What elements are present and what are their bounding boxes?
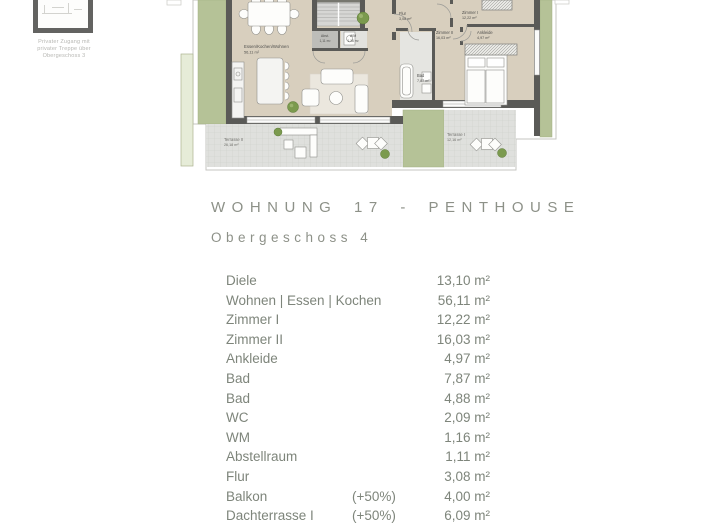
planting-strip bbox=[181, 54, 193, 166]
room-label-zimmer1: Zimmer I bbox=[462, 10, 479, 15]
table-row bbox=[226, 389, 490, 409]
room-area: 16,03 m² bbox=[436, 331, 490, 347]
inset-caption-line: privater Treppe über bbox=[37, 46, 91, 52]
room-note bbox=[352, 467, 434, 487]
inset-caption-line: Obergeschoss 3 bbox=[42, 53, 86, 59]
room-label-flur: Flur bbox=[399, 11, 407, 16]
room-note bbox=[352, 271, 434, 291]
room-note bbox=[352, 428, 434, 448]
floor-plan bbox=[160, 0, 570, 180]
room-note bbox=[352, 349, 434, 369]
room-area: 4,88 m² bbox=[444, 390, 490, 406]
room-name: Balkon bbox=[226, 488, 268, 504]
room-area: 4,00 m² bbox=[444, 488, 490, 504]
room-note bbox=[352, 310, 434, 330]
room-name: WM bbox=[226, 429, 250, 445]
room-name: Zimmer I bbox=[226, 312, 280, 328]
inset-access-plan bbox=[33, 0, 93, 33]
room-area: 56,11 m² bbox=[437, 292, 490, 308]
room-name: Zimmer II bbox=[226, 331, 283, 347]
dimension-box bbox=[555, 0, 569, 4]
room-note bbox=[352, 291, 434, 311]
room-area-zimmer2: 16,03 m² bbox=[436, 36, 451, 40]
inset-caption-line: Privater Zugang mit bbox=[38, 39, 90, 45]
room-area-bad: 7,87 m² bbox=[417, 79, 430, 83]
room-area: 3,08 m² bbox=[444, 468, 490, 484]
page-subtitle: Obergeschoss 4 bbox=[211, 230, 373, 245]
table-row bbox=[226, 369, 490, 389]
table-row bbox=[226, 271, 490, 291]
room-area: 7,87 m² bbox=[444, 370, 490, 386]
room-area-zimmer1: 12,22 m² bbox=[462, 16, 477, 20]
room-label-abst: Abst. bbox=[320, 34, 330, 38]
room-label-ankleide: Ankleide bbox=[477, 30, 493, 35]
room-note bbox=[352, 369, 434, 389]
room-area-living: 56,11 m² bbox=[244, 49, 260, 55]
room-area: 6,09 m² bbox=[444, 508, 490, 524]
table-row bbox=[226, 506, 490, 526]
room-note bbox=[352, 389, 434, 409]
room-name: Abstellraum bbox=[226, 449, 298, 465]
room-area: 4,97 m² bbox=[444, 351, 490, 367]
room-note bbox=[352, 447, 434, 467]
room-name: Diele bbox=[226, 273, 257, 288]
room-area: 2,09 m² bbox=[444, 410, 490, 426]
room-label-wm: WM bbox=[349, 34, 357, 38]
table-row bbox=[226, 349, 490, 369]
room-area-table bbox=[226, 271, 490, 526]
inset-plan-line bbox=[52, 7, 64, 8]
room-name: Dachterrasse I bbox=[226, 508, 314, 524]
room-name: Bad bbox=[226, 370, 251, 386]
table-row bbox=[226, 330, 490, 350]
room-area-wm: 1,16 m² bbox=[347, 39, 359, 43]
room-area-terrasse1: 12,16 m² bbox=[447, 138, 462, 142]
room-name: Ankleide bbox=[226, 351, 278, 367]
inset-plan-line bbox=[44, 5, 45, 14]
room-note: (+50%) bbox=[352, 488, 396, 504]
room-area: 13,10 m² bbox=[436, 273, 490, 288]
table-row bbox=[226, 467, 490, 487]
access-arrow-icon bbox=[50, 0, 70, 5]
room-name: Flur bbox=[226, 468, 250, 484]
room-area: 1,11 m² bbox=[445, 449, 490, 465]
inset-plan-line bbox=[74, 9, 82, 10]
room-note: (+50%) bbox=[352, 508, 396, 524]
room-area-abst: 1,11 m² bbox=[319, 39, 331, 43]
page-title: WOHNUNG 17 - PENTHOUSE bbox=[211, 199, 581, 216]
table-row bbox=[226, 447, 490, 467]
table-row bbox=[226, 310, 490, 330]
room-area-ankleide: 4,97 m² bbox=[477, 36, 490, 40]
room-label-living: Essen/Kochen/Wohnen bbox=[244, 44, 289, 49]
room-label-terrasse2: Terrasse II bbox=[224, 137, 244, 142]
room-note bbox=[352, 330, 434, 350]
room-note bbox=[352, 408, 434, 428]
table-row bbox=[226, 487, 490, 507]
inset-caption bbox=[18, 39, 110, 60]
table-row bbox=[226, 428, 490, 448]
room-name: Wohnen | Essen | Kochen bbox=[226, 292, 382, 308]
green-roof-divider bbox=[403, 110, 444, 167]
room-label-bad: Bad bbox=[417, 73, 425, 78]
room-area-flur: 3,08 m² bbox=[399, 17, 412, 21]
room-label-zimmer2: Zimmer II bbox=[436, 30, 454, 35]
green-roof-right bbox=[540, 0, 552, 137]
room-area: 1,16 m² bbox=[444, 429, 490, 445]
room-area: 12,22 m² bbox=[436, 312, 490, 328]
room-name: Bad bbox=[226, 390, 251, 406]
table-row bbox=[226, 408, 490, 428]
dimension-box bbox=[167, 0, 181, 5]
green-roof-left bbox=[198, 0, 226, 124]
staircase bbox=[317, 0, 360, 26]
room-name: WC bbox=[226, 410, 249, 426]
room-label-terrasse1: Terrasse I bbox=[447, 132, 465, 137]
room-area-terrasse2: 26,18 m² bbox=[224, 143, 239, 147]
floor-plan-svg bbox=[160, 0, 570, 180]
table-row bbox=[226, 291, 490, 311]
